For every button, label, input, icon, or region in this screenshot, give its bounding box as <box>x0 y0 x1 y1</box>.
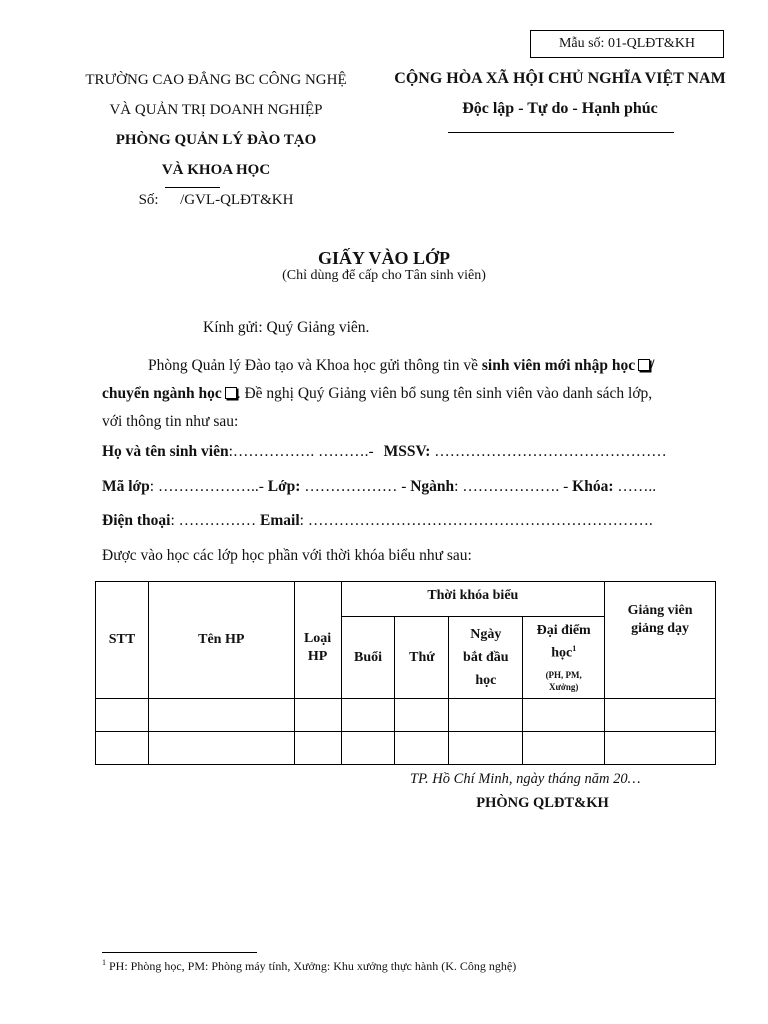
table-cell[interactable] <box>294 699 341 732</box>
table-cell[interactable] <box>395 699 449 732</box>
table-cell[interactable] <box>449 699 523 732</box>
department-name-line1: PHÒNG QUẢN LÝ ĐÀO TẠO <box>115 132 317 148</box>
email-field[interactable]: : …………………………………………………………. <box>299 512 653 529</box>
header-course-type-line2: HP <box>307 649 328 664</box>
email-label: Email <box>260 512 300 529</box>
issuer-header <box>60 68 372 218</box>
class-field[interactable]: ……………… - <box>304 478 407 495</box>
table-cell[interactable] <box>341 699 395 732</box>
header-location-note-line2: Xưởng) <box>549 681 579 692</box>
student-name-row <box>102 443 667 461</box>
header-course-name: Tên HP <box>148 582 294 699</box>
class-code-field[interactable]: : ………………..- <box>149 478 264 495</box>
document-number-suffix: /GVL-QLĐT&KH <box>180 192 294 208</box>
header-start-date <box>449 617 523 699</box>
course-year-label: Khóa: <box>572 478 614 495</box>
option-change-major: chuyển ngành học <box>102 385 222 402</box>
table-cell[interactable] <box>148 699 294 732</box>
footnote-text: PH: Phòng học, PM: Phòng máy tính, Xưởng: Khu xưởng thực hành (K. Công nghệ) <box>106 959 517 973</box>
school-name-line2: VÀ QUẢN TRỊ DOANH NGHIỆP <box>109 102 323 118</box>
header-lecturer-line2: giảng dạy <box>631 621 690 636</box>
footnote-marker: 1 <box>102 958 106 967</box>
table-cell[interactable] <box>449 732 523 765</box>
table-cell[interactable] <box>148 732 294 765</box>
header-location-line1: Đại điểm <box>536 623 591 639</box>
footnote-separator <box>102 952 257 953</box>
header-start-date-line3: học <box>475 673 497 688</box>
mssv-field[interactable]: ……………………………………… <box>434 443 667 460</box>
national-title: CỘNG HÒA XÃ HỘI CHỦ NGHĨA VIỆT NAM <box>394 70 726 87</box>
header-location-line2: học <box>551 645 573 661</box>
national-header <box>380 68 740 120</box>
checkbox-new-student[interactable] <box>638 359 650 371</box>
phone-label: Điện thoại <box>102 512 171 529</box>
header-course-type-line1: Loại <box>303 631 332 646</box>
document-subtitle: (Chỉ dùng để cấp cho Tân sinh viên) <box>282 268 486 283</box>
document-number <box>60 188 372 218</box>
header-start-date-line1: Ngày <box>470 627 502 642</box>
header-session: Buổi <box>341 617 395 699</box>
form-code-box: Mẫu số: 01-QLĐT&KH <box>530 30 724 58</box>
school-name-line1: TRƯỜNG CAO ĐẲNG BC CÔNG NGHỆ <box>85 72 347 88</box>
table-row <box>96 732 716 765</box>
table-cell[interactable] <box>96 699 149 732</box>
national-motto: Độc lập - Tự do - Hạnh phúc <box>462 100 658 117</box>
student-name-label: Họ và tên sinh viên <box>102 443 229 460</box>
table-cell[interactable] <box>605 732 716 765</box>
department-name-line2: VÀ KHOA HỌC <box>161 162 271 178</box>
option-separator: / <box>650 357 655 374</box>
document-title: GIẤY VÀO LỚP <box>317 248 450 268</box>
table-cell[interactable] <box>341 732 395 765</box>
header-location-note <box>523 669 604 693</box>
header-course-type <box>294 582 341 699</box>
schedule-table <box>95 581 716 765</box>
intro-text-2: . Đề nghị Quý Giảng viên bổ sung tên sinh viên vào danh sách lớp, <box>236 385 653 402</box>
phone-field[interactable]: : …………… <box>170 512 257 529</box>
header-lecturer <box>605 582 716 699</box>
class-code-label: Mã lớp <box>102 478 150 495</box>
major-label: Ngành <box>410 478 455 495</box>
table-cell[interactable] <box>523 732 605 765</box>
greeting: Kính gửi: Quý Giảng viên. <box>203 319 370 336</box>
class-label: Lớp: <box>267 478 301 495</box>
header-location-footnote-ref: 1 <box>572 644 577 654</box>
table-cell[interactable] <box>294 732 341 765</box>
header-start-date-line2: bắt đầu <box>463 650 509 665</box>
header-stt: STT <box>96 582 149 699</box>
table-cell[interactable] <box>605 699 716 732</box>
signature-office: PHÒNG QLĐT&KH <box>476 795 609 811</box>
intro-text-3: với thông tin như sau: <box>102 413 239 430</box>
header-underline-left <box>165 187 220 188</box>
header-lecturer-line1: Giảng viên <box>627 603 693 618</box>
class-info-row <box>102 478 656 496</box>
header-location <box>523 617 605 699</box>
table-row <box>96 699 716 732</box>
header-location-note-line1: (PH, PM, <box>545 669 582 680</box>
header-weekday: Thứ <box>395 617 449 699</box>
table-cell[interactable] <box>523 699 605 732</box>
intro-paragraph <box>102 352 722 436</box>
motto-underline <box>448 132 674 133</box>
major-field[interactable]: : ………………. - <box>454 478 569 495</box>
intro-text-1: Phòng Quản lý Đào tạo và Khoa học gửi thông tin về <box>148 357 482 374</box>
option-new-student: sinh viên mới nhập học <box>481 357 636 374</box>
table-cell[interactable] <box>395 732 449 765</box>
date-line: TP. Hồ Chí Minh, ngày tháng năm 20… <box>410 771 641 787</box>
contact-row <box>102 512 653 530</box>
header-timetable: Thời khóa biểu <box>341 582 605 617</box>
student-name-field[interactable]: :……………. ……….- <box>228 443 374 460</box>
mssv-label: MSSV: <box>383 443 431 460</box>
course-year-field[interactable]: …….. <box>617 478 657 495</box>
table-cell[interactable] <box>96 732 149 765</box>
checkbox-change-major[interactable] <box>225 387 237 399</box>
footnote <box>102 958 516 974</box>
document-number-label: Số: <box>138 192 159 208</box>
schedule-intro: Được vào học các lớp học phần với thời khóa biểu như sau: <box>102 547 472 564</box>
